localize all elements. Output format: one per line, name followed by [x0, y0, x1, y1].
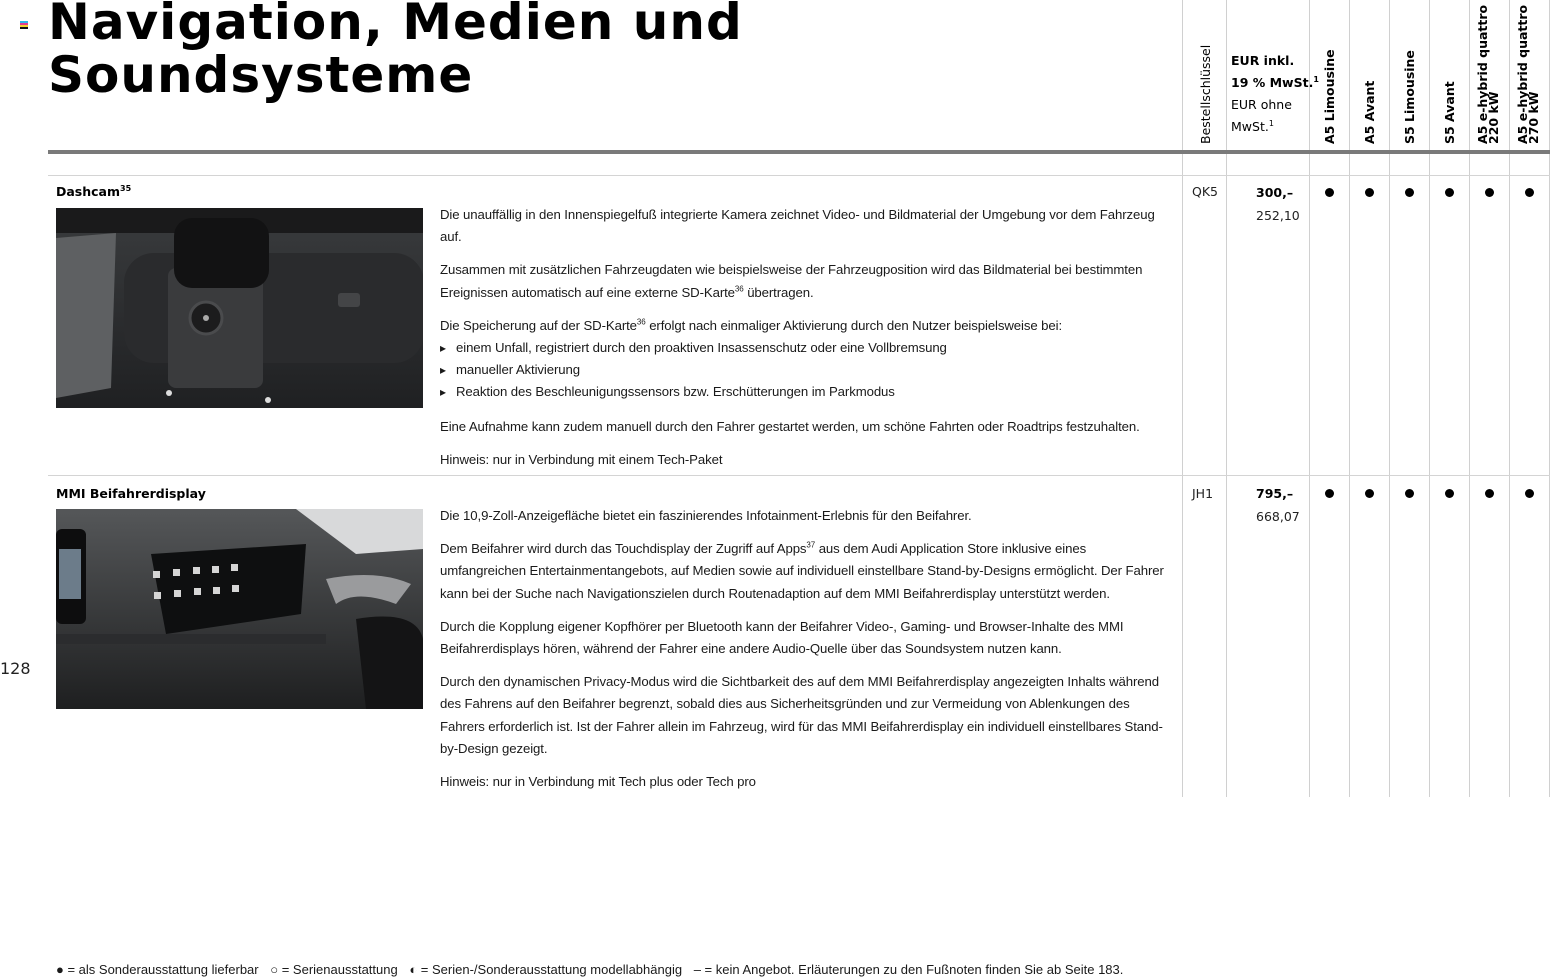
description-paragraph: Zusammen mit zusätzlichen Fahrzeugdaten wie beispielsweise der Fahrzeugposition wird das Bildmaterial bei bestimmten Ereignissen automatisch auf eine externe SD-Karte$^{36}$ übertragen. [440, 262, 1143, 300]
description-paragraph: Eine Aufnahme kann zudem manuell durch den Fahrer gestartet werden, um schöne Fahrten oder Roadtrips festzuhalten. [440, 418, 1140, 434]
row-note: Hinweis: nur in Verbindung mit Tech plus oder Tech pro [440, 774, 756, 790]
row-price [1256, 181, 1300, 227]
header-rule [48, 150, 1550, 154]
row-note: Hinweis: nur in Verbindung mit einem Tech-Paket [440, 451, 723, 467]
row-description [440, 505, 1175, 804]
row-title: MMI Beifahrerdisplay [56, 486, 206, 501]
column-divider [1429, 0, 1430, 797]
legend-optional: ● = als Sonderausstattung lieferbar [56, 962, 259, 977]
availability-optional-icon [1365, 489, 1374, 498]
order-code: JH1 [1192, 486, 1214, 501]
description-paragraph: Die unauffällig in den Innenspiegelfuß integrierte Kamera zeichnet Video- und Bildmaterial der Umgebung vor dem Fahrzeug auf. [440, 207, 1155, 245]
column-divider [1226, 0, 1227, 797]
price-excl-vat: 252,10 [1256, 208, 1300, 223]
column-divider [1469, 0, 1470, 797]
description-paragraph: Die 10,9-Zoll-Anzeigefläche bietet ein faszinierendes Infotainment-Erlebnis für den Beifahrer. [440, 508, 972, 523]
header-model-a5-ehybrid-270: A5 e-hybrid quattro 270 kW [1515, 4, 1541, 144]
availability-optional-icon [1365, 188, 1374, 197]
availability-optional-icon [1405, 188, 1414, 197]
availability-optional-icon [1485, 489, 1494, 498]
row-title: Dashcam$^{35}$ [56, 183, 132, 199]
availability-optional-icon [1325, 188, 1334, 197]
column-divider [1349, 0, 1350, 797]
page-title-line1: Navigation, Medien und [48, 0, 743, 51]
footnote-ref: 35 [120, 183, 132, 193]
print-color-mark [20, 21, 28, 29]
bullet-list [440, 337, 1175, 404]
description-paragraph: Durch die Kopplung eigener Kopfhörer per Bluetooth kann der Beifahrer Video-, Gaming- und Browser-Inhalte des MMI Beifahrerdisplays hören, während der Fahrer eine andere Audio-Quelle über das Soundsystem nutzen kann. [440, 618, 1124, 657]
page-title-line2: Soundsysteme [48, 46, 474, 104]
page-title [48, 0, 743, 102]
order-code: QK5 [1192, 184, 1218, 199]
column-divider [1389, 0, 1390, 797]
header-model-a5-limousine: A5 Limousine [1322, 49, 1337, 144]
header-price-excl-line2: MwSt. [1231, 119, 1269, 134]
header-model-s5-avant: S5 Avant [1442, 81, 1457, 144]
availability-optional-icon [1325, 489, 1334, 498]
row-price [1256, 482, 1300, 528]
header-price-incl-line1: EUR inkl. [1231, 53, 1295, 68]
legend-standard: ○ = Serienausstattung [270, 962, 398, 977]
footnote-ref: 1 [1313, 74, 1319, 84]
column-divider [1509, 0, 1510, 797]
row-rule [48, 475, 1550, 476]
footnote-ref: 1 [1268, 118, 1274, 128]
header-order-key: Bestellschlüssel [1198, 44, 1213, 144]
list-item: ▸ Reaktion des Beschleunigungssensors bzw. Erschütterungen im Parkmodus [440, 381, 1175, 403]
description-paragraph: Durch den dynamischen Privacy-Modus wird die Sichtbarkeit des auf dem MMI Beifahrerdisplay angezeigten Inhalts während des Fahrens auf den Beifahrer begrenzt, sobald dies aus Sicherheitsgründen und zur Vermeidung von Ablenkungen des Fahrers erforderlich ist. Ist der Fahrer allein im Fahrzeug, wird für das MMI Beifahrerdisplay ein individuell einstellbares Stand-by-Design gezeigt. [440, 674, 1163, 756]
row-rule [48, 175, 1550, 176]
header-price-excl-line1: EUR ohne [1231, 97, 1292, 112]
page-number: 128 [0, 659, 31, 678]
description-paragraph: Die Speicherung auf der SD-Karte$^{36}$ erfolgt nach einmaliger Aktivierung durch den Nutzer beispielsweise bei: [440, 317, 1063, 333]
price-excl-vat: 668,07 [1256, 509, 1300, 524]
header-model-s5-limousine: S5 Limousine [1402, 50, 1417, 144]
availability-optional-icon [1525, 489, 1534, 498]
header-model-a5-ehybrid-220: A5 e-hybrid quattro 220 kW [1475, 4, 1501, 144]
column-divider [1182, 0, 1183, 797]
availability-optional-icon [1525, 188, 1534, 197]
legend [56, 962, 1131, 977]
availability-optional-icon [1445, 188, 1454, 197]
description-paragraph: Dem Beifahrer wird durch das Touchdisplay der Zugriff auf Apps$^{37}$ aus dem Audi Application Store inklusive eines umfangreichen Entertainmentangebots, auf Medien sowie auf individuell einstellbare Stand-by-Designs ermöglicht. Der Fahrer kann bei der Suche nach Navigationszielen durch Routenadaption auf dem MMI Beifahrerdisplay unterstützt werden. [440, 540, 1164, 601]
legend-none: – = kein Angebot. Erläuterungen zu den Fußnoten finden Sie ab Seite 183. [693, 962, 1124, 977]
list-item: ▸ einem Unfall, registriert durch den proaktiven Insassenschutz oder eine Vollbremsung [440, 337, 1175, 359]
header-price [1231, 50, 1319, 138]
availability-optional-icon [1405, 489, 1414, 498]
availability-optional-icon [1485, 188, 1494, 197]
passenger-display-photo [56, 509, 423, 709]
legend-model-dependent: ◐ = Serien-/Sonderausstattung modellabhängig [409, 962, 683, 977]
list-item: ▸ manueller Aktivierung [440, 359, 1175, 381]
header-model-a5-avant: A5 Avant [1362, 80, 1377, 144]
row-description [440, 204, 1175, 482]
price-incl-vat: 795,– [1256, 486, 1294, 501]
header-price-incl-line2: 19 % MwSt. [1231, 75, 1314, 90]
price-incl-vat: 300,– [1256, 185, 1294, 200]
availability-optional-icon [1445, 489, 1454, 498]
dashcam-photo [56, 208, 423, 408]
